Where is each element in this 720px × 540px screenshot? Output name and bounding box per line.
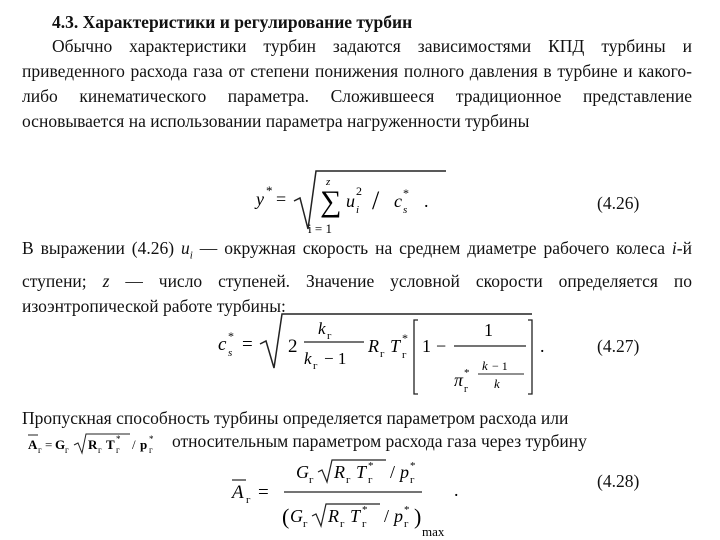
p3-line2: относительным параметром расхода газа через турбину	[172, 431, 587, 451]
eq427-minus: −	[436, 336, 447, 356]
eq427-one: 1	[422, 336, 431, 356]
eq427-k-num: k	[318, 319, 326, 338]
eq427-bracket-right	[528, 320, 532, 394]
equation-number-4-28: (4.28)	[597, 471, 640, 491]
eq427-frac-one: 1	[484, 320, 493, 340]
p2-var-z: z	[102, 270, 110, 291]
paragraph-intro	[22, 34, 692, 134]
eq428-num-p-sub: г	[410, 474, 415, 486]
section-title: 4.3. Характеристики и регулирование турбин	[52, 12, 413, 32]
eq428-den-R-sub: г	[340, 518, 345, 530]
eq427-T-sub: г	[402, 349, 407, 361]
eq427-R-sub: г	[380, 348, 385, 360]
paragraph-intro-text: Обычно характеристики турбин задаются зависимостями КПД турбины и приведенного расхода газа от степени понижения полного давления в турбине и какого-либо кинематического параметра. Сложившееся традиционное представление основывается на использовании параметра нагруженности турбины	[22, 36, 692, 131]
eq428-num-radical	[318, 460, 386, 482]
eq428-num-p-star: *	[410, 460, 416, 472]
equation-number-4-27: (4.27)	[597, 336, 640, 356]
eq426-u: u	[346, 191, 355, 211]
eq426-dot: .	[424, 191, 429, 211]
eq427-k-den: k	[304, 349, 312, 368]
eq426-u-sub: i	[356, 204, 360, 216]
inline-T: T	[106, 437, 115, 452]
equation-4-28	[226, 456, 476, 540]
eq427-pi: π	[454, 370, 464, 390]
eq428-A-sub: г	[246, 494, 251, 506]
eq428-den-T: T	[350, 506, 361, 526]
inline-G-sub: г	[65, 445, 69, 455]
eq428-num-p: p	[400, 462, 409, 482]
eq428-den-G: G	[290, 506, 303, 526]
eq426-c: c	[394, 191, 402, 211]
equation-number-4-26: (4.26)	[597, 193, 640, 213]
inline-p: p	[140, 437, 148, 452]
p2-text-b: — окружная скорость на среднем диаметре рабочего колеса	[192, 238, 672, 258]
eq428-num-G: G	[296, 462, 309, 482]
eq428-num-T-star: *	[368, 460, 374, 472]
eq426-sum-bottom: i = 1	[308, 221, 332, 236]
inline-A-sub: г	[38, 445, 42, 455]
inline-T-sub: г	[116, 445, 120, 455]
eq428-den-paren-close: )	[414, 504, 422, 529]
p2-text-a: В выражении (4.26)	[22, 238, 182, 258]
eq427-exp-minus: − 1	[492, 359, 508, 373]
eq428-num-R: R	[334, 462, 345, 482]
eq428-den-T-star: *	[362, 504, 368, 516]
eq427-pi-star: *	[464, 367, 470, 379]
inline-R: R	[88, 437, 98, 452]
eq427-lhs: c	[218, 334, 227, 355]
eq426-lhs: y	[256, 189, 264, 209]
inline-p-sub: г	[149, 445, 153, 455]
eq428-num-T: T	[356, 462, 367, 482]
eq427-pi-sub: г	[464, 384, 469, 395]
eq428-num-G-sub: г	[309, 474, 314, 486]
inline-p-star: *	[149, 434, 154, 444]
eq428-A: A	[232, 482, 244, 503]
eq427-equals: =	[242, 334, 253, 355]
eq428-den-p-star: *	[404, 504, 410, 516]
inline-T-star: *	[116, 434, 121, 444]
eq428-den-R: R	[328, 506, 339, 526]
eq427-lhs-star: *	[228, 329, 234, 343]
inline-R-sub: г	[98, 445, 102, 455]
eq428-den-p: p	[394, 506, 403, 526]
eq427-lhs-sub: s	[228, 347, 233, 359]
equation-4-26	[250, 165, 450, 237]
eq427-bracket-left	[414, 320, 418, 394]
inline-G: G	[55, 437, 66, 452]
inline-slash: /	[132, 437, 136, 452]
p2-var-u: u	[181, 238, 190, 258]
eq426-lhs-star: *	[266, 183, 273, 198]
eq427-exp-k-den: k	[494, 376, 500, 391]
eq427-T: T	[390, 336, 401, 356]
p2-var-i: i	[671, 238, 677, 258]
inline-flow-parameter-formula	[28, 431, 168, 457]
eq426-u-sup: 2	[356, 184, 362, 198]
eq427-dot: .	[540, 336, 545, 356]
eq428-den-p-sub: г	[404, 518, 409, 530]
eq426-c-sup: *	[403, 186, 409, 200]
eq428-num-R-sub: г	[346, 474, 351, 486]
eq428-den-T-sub: г	[362, 518, 367, 530]
p3-line1: Пропускная способность турбины определяется параметром расхода или	[22, 408, 569, 428]
eq427-R: R	[368, 336, 379, 356]
eq428-den-slash: /	[384, 506, 390, 526]
eq427-exp-k-num: k	[482, 358, 488, 373]
eq428-max: max	[422, 524, 445, 539]
p2-text-c: -й ступени;	[22, 238, 692, 291]
equation-4-27	[214, 310, 554, 400]
eq428-den-paren-open: (	[282, 504, 290, 529]
p2-var-u-sub: i	[189, 249, 193, 262]
eq428-equals: =	[258, 482, 269, 503]
inline-radical	[74, 434, 130, 453]
inline-eq: =	[45, 437, 53, 452]
eq428-den-radical	[312, 504, 380, 526]
eq426-sigma: ∑	[320, 185, 342, 218]
paragraph-propusknaya	[22, 406, 692, 431]
eq428-den-G-sub: г	[303, 518, 308, 530]
eq428-num-slash: /	[390, 462, 396, 482]
eq426-equals: =	[276, 189, 287, 209]
inline-A: A	[28, 437, 38, 452]
eq427-two: 2	[288, 336, 298, 357]
eq427-k-num-sub: г	[327, 330, 332, 342]
eq426-sum-top: z	[326, 176, 331, 188]
eq427-k-den-sub: г	[313, 360, 318, 372]
paragraph-uslovnaya	[22, 236, 692, 319]
eq427-minus-one: − 1	[324, 349, 347, 368]
eq428-num-T-sub: г	[368, 474, 373, 486]
eq426-c-sub: s	[403, 204, 408, 216]
p2-text-d: — число ступеней. Значение условной скорости определяется по изоэнтропической работе турбины:	[22, 270, 692, 316]
eq428-dot: .	[454, 480, 459, 500]
eq426-slash: /	[372, 186, 380, 215]
eq427-T-star: *	[402, 331, 408, 345]
